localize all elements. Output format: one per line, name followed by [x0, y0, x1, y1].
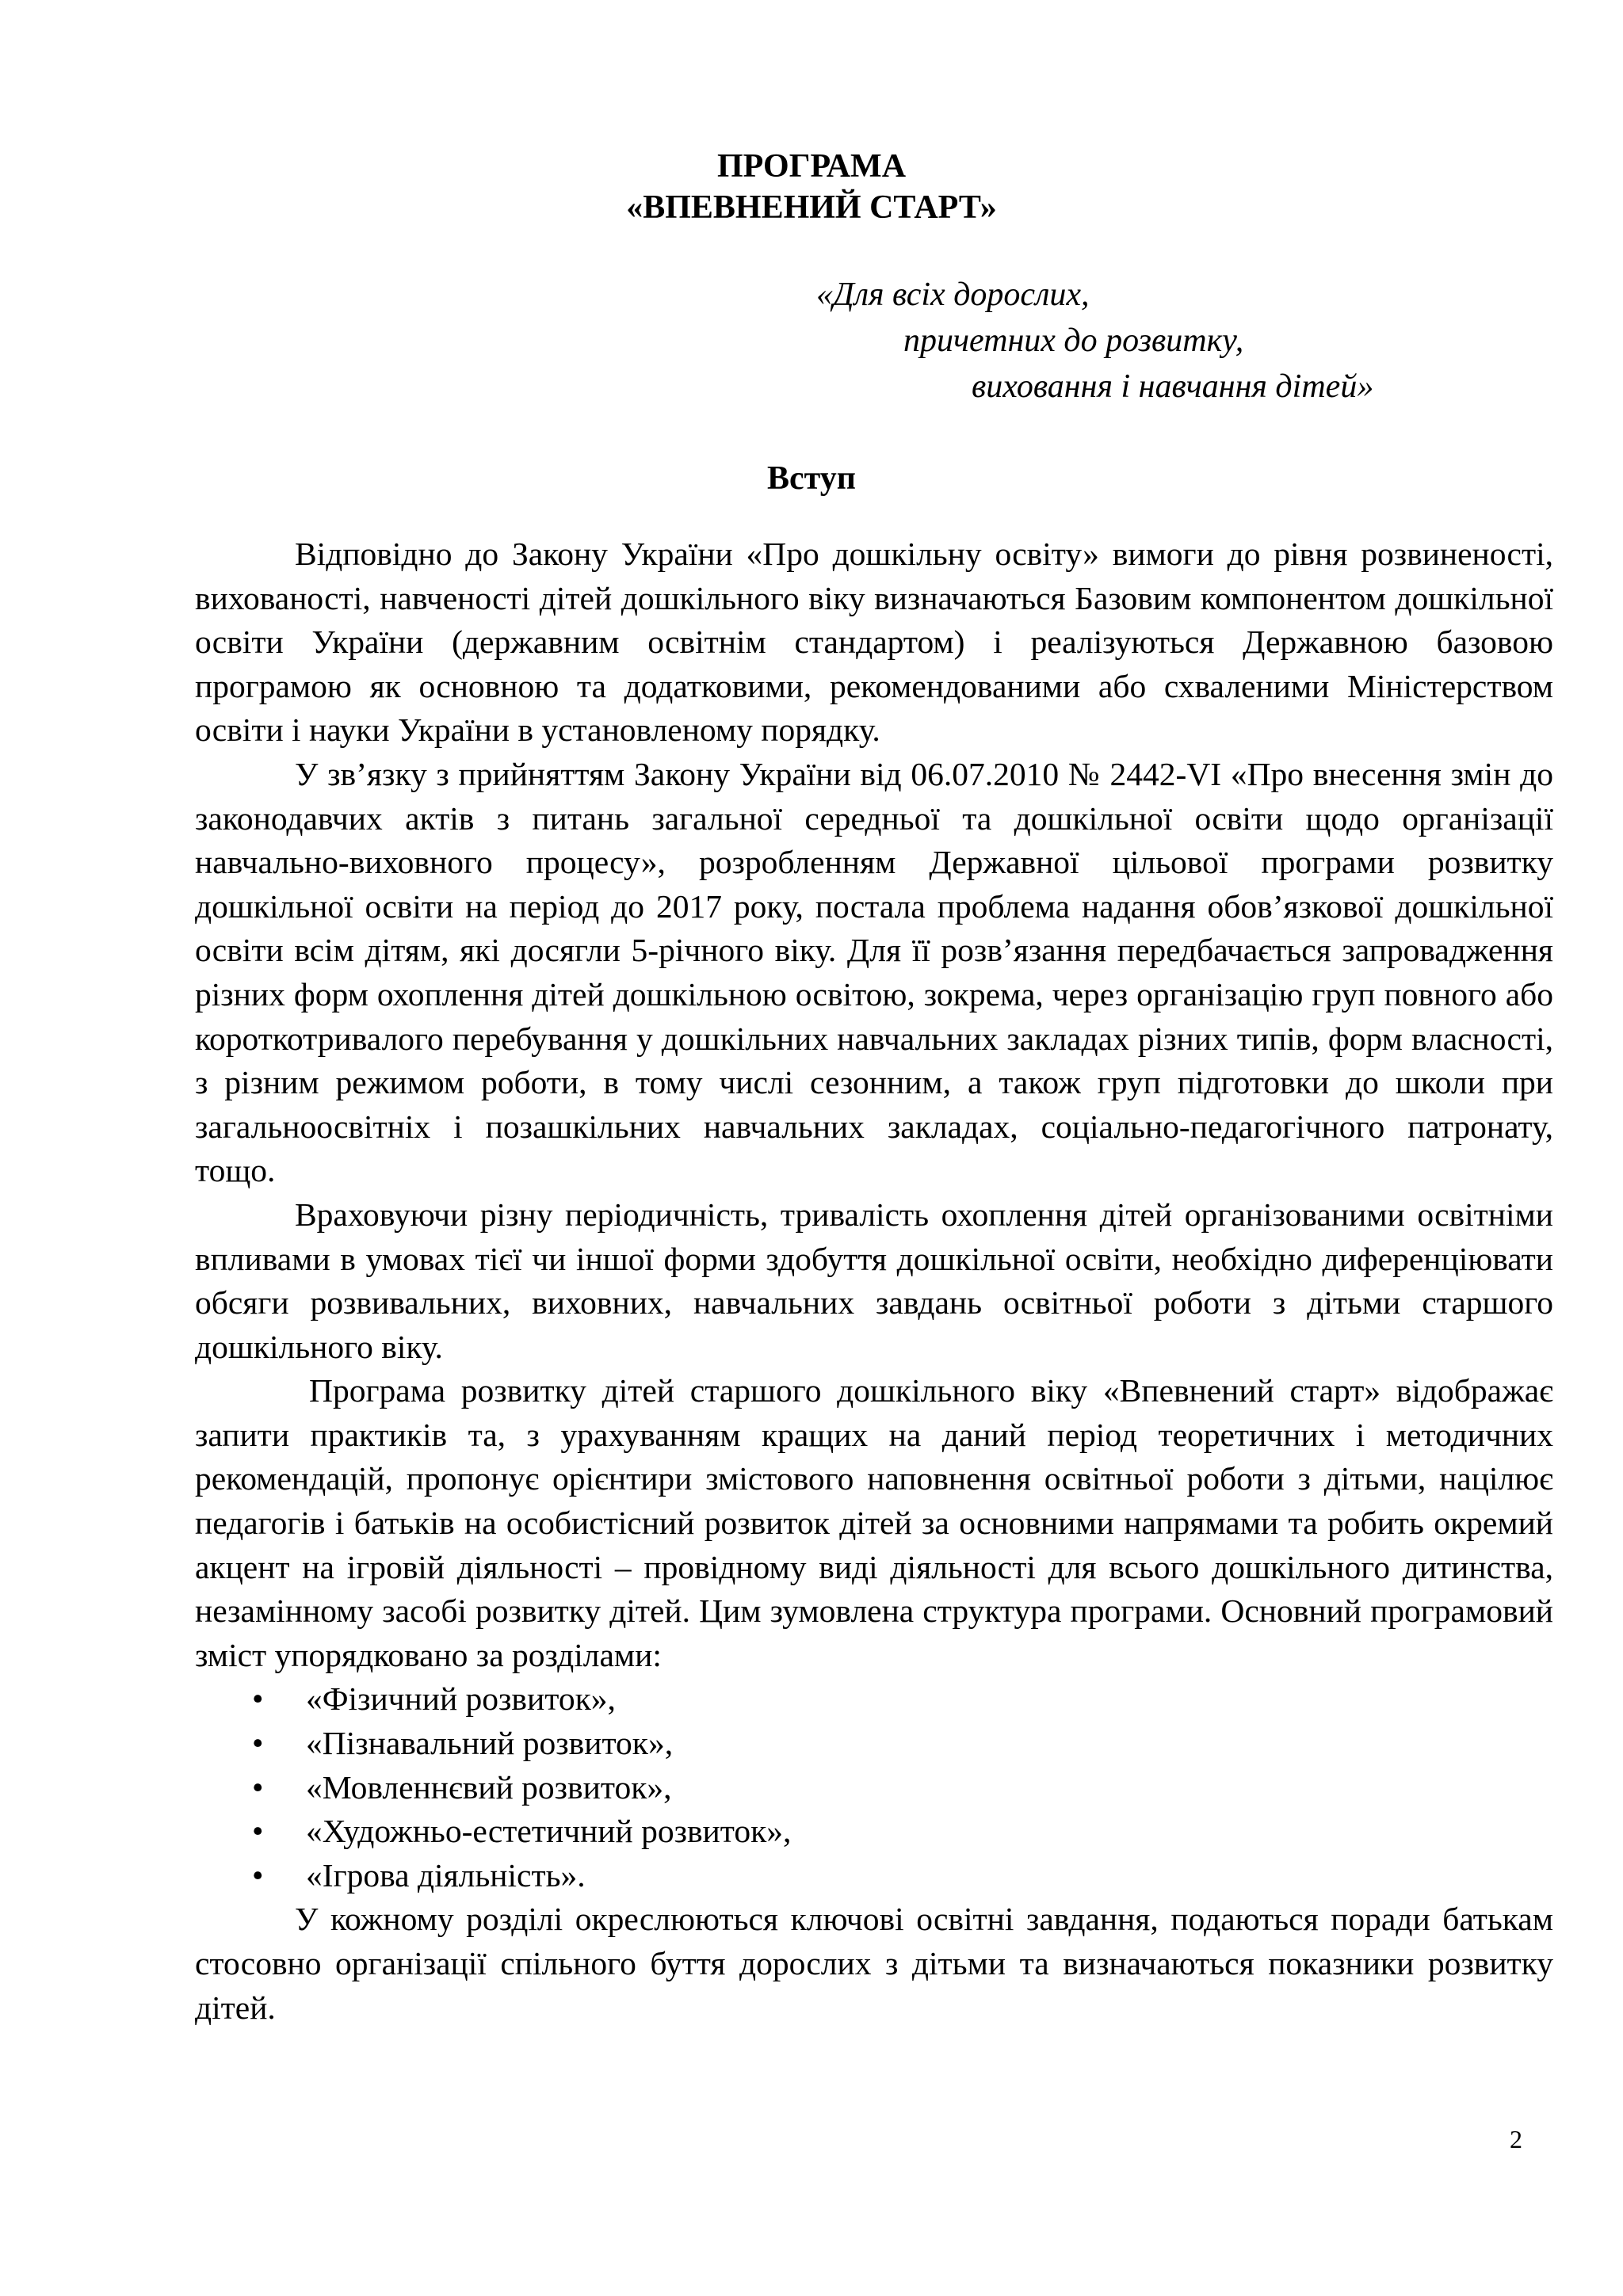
list-item-label: «Пізнавальний розвиток»,	[306, 1725, 674, 1762]
list-item-label: «Мовленнєвий розвиток»,	[306, 1768, 672, 1806]
page-number: 2	[1510, 2125, 1522, 2153]
list-item-label: «Фізичний розвиток»,	[306, 1680, 616, 1718]
epigraph-line-3: виховання і навчання дітей»	[972, 368, 1374, 405]
bullet-icon: •	[252, 1725, 264, 1762]
list-item	[195, 1677, 1553, 1722]
paragraph: У зв’язку з прийняттям Закону України від 06.07.2010 № 2442-VI «Про внесення змін до законодавчих актів з питань загальної середньої та дошкільної освіти щодо організації навчально-виховного процесу», розробленням Державної цільової програми розвитку дошкільної освіти на період до 2017 року, постала проблема надання обов’язкової дошкільної освіти всім дітям, які досягли 5-річного віку. Для її розв’язання передбачається запровадження різних форм охоплення дітей дошкільною освітою, зокрема, через організацію груп повного або короткотривалого перебування у дошкільних навчальних закладах різних типів, форм власності, з різним режимом роботи, в тому числі сезонним, а також груп підготовки до школи при загальноосвітніх і позашкільних навчальних закладах, соціально-педагогічного патронату, тощо.	[195, 755, 1553, 1189]
list-item	[195, 1854, 1553, 1898]
list-item	[195, 1810, 1553, 1854]
closing-paragraph: У кожному розділі окреслюються ключові освітні завдання, подаються поради батькам стосовно організації спільного буття дорослих з дітьми та визначаються показники розвитку дітей.	[195, 1901, 1553, 2026]
list-item	[195, 1766, 1553, 1810]
paragraph: Враховуючи різну періодичність, тривалість охоплення дітей організованими освітніми впливами в умовах тієї чи іншої форми здобуття дошкільної освіти, необхідно диференціювати обсяги розвивальних, виховних, навчальних завдань освітньої роботи з дітьми старшого дошкільного віку.	[195, 1196, 1553, 1365]
document-title-line-2: «ВПЕВНЕНИЙ СТАРТ»	[626, 189, 997, 226]
section-heading: Вступ	[767, 460, 856, 497]
bullet-icon: •	[252, 1856, 264, 1894]
bullet-icon: •	[252, 1680, 264, 1718]
list-item-label: «Ігрова діяльність».	[306, 1856, 586, 1894]
epigraph-line-1: «Для всіх дорослих,	[816, 277, 1090, 313]
bullet-icon: •	[252, 1768, 264, 1806]
document-title-line-1: ПРОГРАМА	[716, 148, 907, 185]
list-item-label: «Художньо-естетичний розвиток»,	[306, 1813, 792, 1850]
paragraph: Програма розвитку дітей старшого дошкільного віку «Впевнений старт» відображає запити практиків та, з урахуванням кращих на даний період теоретичних і методичних рекомендацій, пропонує орієнтири змістового наповнення освітньої роботи з дітьми, націлює педагогів і батьків на особистісний розвиток дітей за основними напрямами та робить окремий акцент на ігровій діяльності – провідному виді діяльності для всього дошкільного дитинства, незамінному засобі розвитку дітей. Цим зумовлена структура програми. Основний програмовий зміст упорядковано за розділами:	[195, 1372, 1553, 1673]
epigraph-line-2: причетних до розвитку,	[903, 322, 1244, 359]
bullet-icon: •	[252, 1813, 264, 1850]
list-item	[195, 1722, 1553, 1766]
body-text	[195, 532, 1553, 2030]
paragraph: Відповідно до Закону України «Про дошкільну освіту» вимоги до рівня розвиненості, вихованості, навченості дітей дошкільного віку визначаються Базовим компонентом дошкільної освіти України (державним освітнім стандартом) і реалізуються Державною базовою програмою як основною та додатковими, рекомендованими або схваленими Міністерством освіти і науки України в установленому порядку.	[195, 536, 1553, 749]
sections-list	[195, 1677, 1553, 1897]
